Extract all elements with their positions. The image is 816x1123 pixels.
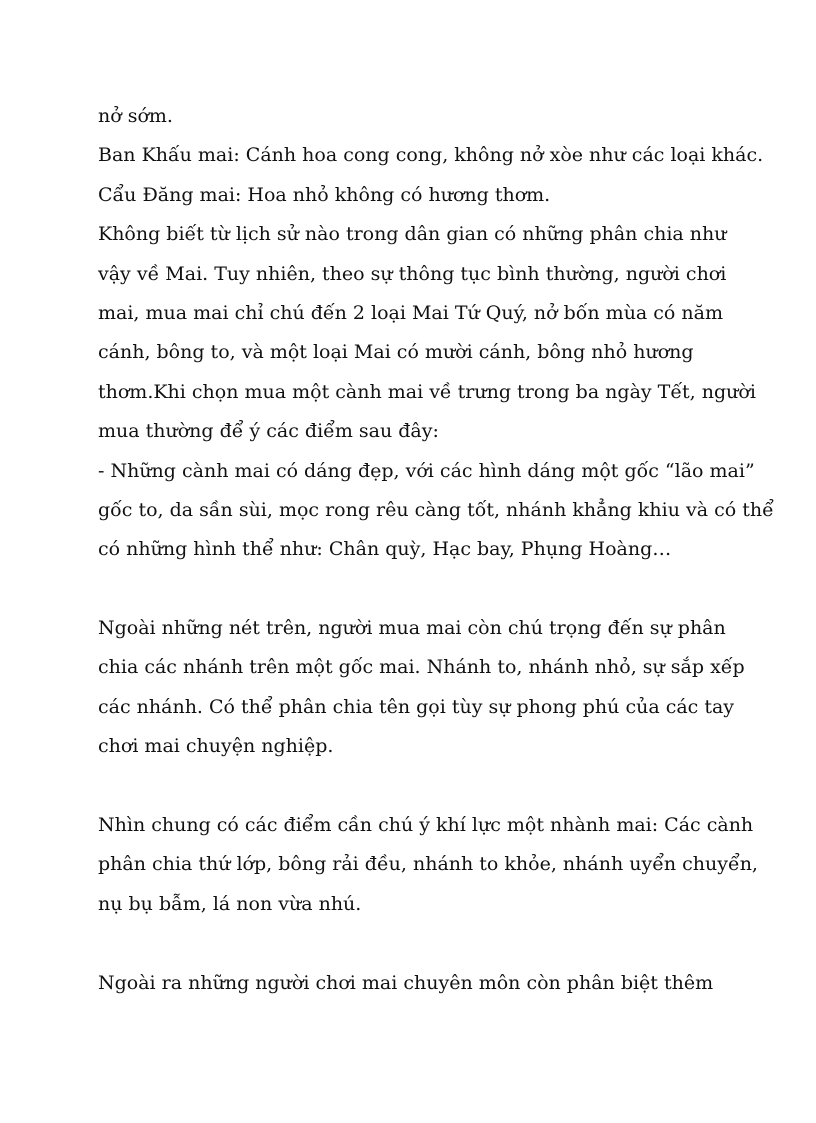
text-line: phân chia thứ lớp, bông rải đều, nhánh to khỏe, nhánh uyển chuyển, — [98, 853, 758, 876]
text-line: mai, mua mai chỉ chú đến 2 loại Mai Tứ Quý, nở bốn mùa có năm — [98, 301, 723, 324]
text-line: chia các nhánh trên một gốc mai. Nhánh to, nhánh nhỏ, sự sắp xếp — [98, 656, 745, 679]
text-line: mua thường để ý các điểm sau đây: — [98, 420, 439, 443]
text-line: Nhìn chung có các điểm cần chú ý khí lực một nhành mai: Các cành — [98, 814, 754, 837]
text-line: nở sớm. — [98, 105, 173, 127]
text-line: - Những cành mai có dáng đẹp, với các hình dáng một gốc “lão mai” — [98, 459, 755, 482]
paragraph-gap — [98, 570, 738, 609]
text-line: Cẩu Đăng mai: Hoa nhỏ không có hương thơm. — [98, 183, 551, 206]
paragraph-gap — [98, 767, 738, 806]
text-line: Ngoài những nét trên, người mua mai còn chú trọng đến sự phân — [98, 617, 726, 640]
text-line: Ban Khấu mai: Cánh hoa cong cong, không nở xòe như các loại khác. — [98, 144, 764, 167]
text-line: nụ bụ bẫm, lá non vừa nhú. — [98, 892, 362, 915]
document-body — [98, 97, 774, 1003]
text-line: chơi mai chuyện nghiệp. — [98, 735, 334, 758]
text-line: Không biết từ lịch sử nào trong dân gian có những phân chia như — [98, 223, 727, 246]
paragraph-gap — [98, 924, 738, 963]
text-line: các nhánh. Có thể phân chia tên gọi tùy sự phong phú của các tay — [98, 695, 735, 718]
text-line: gốc to, da sần sùi, mọc rong rêu càng tốt, nhánh khẳng khiu và có thể — [98, 498, 774, 521]
text-line: thơm.Khi chọn mua một cành mai về trưng trong ba ngày Tết, người — [98, 380, 756, 403]
text-line: cánh, bông to, và một loại Mai có mười cánh, bông nhỏ hương — [98, 341, 694, 364]
text-line: vậy về Mai. Tuy nhiên, theo sự thông tục bình thường, người chơi — [98, 262, 727, 285]
text-line: Ngoài ra những người chơi mai chuyên môn còn phân biệt thêm — [98, 971, 714, 994]
text-line: có những hình thể như: Chân quỳ, Hạc bay, Phụng Hoàng… — [98, 538, 672, 561]
